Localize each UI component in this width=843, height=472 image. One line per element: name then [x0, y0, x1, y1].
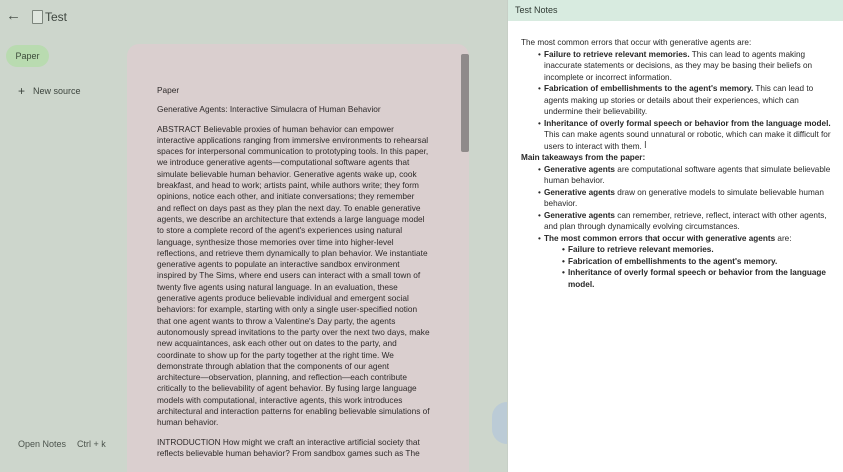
list-item: • Failure to retrieve relevant memories. This can lead to agents making inaccurate statements or decisions, as they may be basing their beliefs on incomplete or incorrect information. [544, 49, 839, 84]
notebook-title: Test [45, 10, 68, 24]
open-notes-shortcut: Ctrl + k [77, 439, 106, 449]
new-source-button[interactable] [18, 84, 81, 98]
errors-intro: The most common errors that occur with generative agents are: [521, 38, 752, 47]
list-item: • Generative agents draw on generative models to simulate believable human behavior. [544, 187, 839, 210]
source-chip-paper[interactable]: Paper [6, 45, 49, 67]
paper-title: Generative Agents: Interactive Simulacra of Human Behavior [157, 104, 381, 115]
list-item: • Generative agents are computational software agents that simulate believable human behavior. [544, 164, 839, 187]
paper-scrollbar[interactable] [461, 54, 469, 152]
list-item: • Generative agents can remember, retrieve, reflect, interact with other agents, and plan through dynamically evolving circumstances. [544, 210, 839, 233]
plus-icon: + [18, 84, 26, 98]
paper-label: Paper [157, 85, 180, 95]
open-notes-button[interactable] [18, 439, 106, 449]
new-source-label: New source [33, 86, 81, 96]
paper-abstract: ABSTRACT Believable proxies of human behavior can empower interactive applications ranging from immersive environments to rehearsal spaces for interpersonal communication to prototyping tools. In this paper, we introduce generative agents—computational software agents that simulate believable human behavior. Generative agents wake up, cook breakfast, and head to work; artists paint, while authors write; they form opinions, notice each other, and initiate conversations; they remember and reflect on days past as they plan the next day. To enable generative agents, we describe an architecture that extends a large language model to store a complete record of the agent's experiences using natural language, synthesize those memories over time into higher-level reflections, and retrieve them dynamically to plan behavior. We instantiate generative agents to populate an interactive sandbox environment inspired by The Sims, where end users can interact with a small town of twenty five agents using natural language. In an evaluation, these generative agents produce believable individual and emergent social behaviors: for example, starting with only a single user-specified notion that one agent wants to throw a Valentine's Day party, the agents autonomously spread invitations to the party over the next two days, make new acquaintances, ask each other out on dates to the party, and coordinate to show up for the party together at the right time. We demonstrate through ablation that the components of our agent architecture—observation, planning, and reflection—each contribute critically to the believability of agent behavior. By fusing large language models with computational, interactive agents, this work introduces architectural and interaction patterns for enabling believable simulations of human behavior. [157, 123, 430, 428]
takeaways-list [521, 164, 839, 291]
sub-errors-list [544, 244, 839, 290]
list-item: • The most common errors that occur with generative agents are: • Failure to retrieve relevant memories. • Fabrication of embellishments to the agent's memory. • Inheritance of overly formal speech or behavior from the language model. [544, 233, 839, 291]
paper-source-card [127, 44, 469, 472]
list-item: • Inheritance of overly formal speech or behavior from the language model. This can make agents sound unnatural or robotic, which can make it difficult for users to interact with them. [544, 118, 839, 153]
open-notes-label: Open Notes [18, 439, 67, 449]
back-arrow-icon[interactable]: ← [6, 7, 21, 24]
document-icon [32, 10, 43, 24]
paper-introduction: INTRODUCTION How might we craft an interactive artificial society that reflects believable human behavior? From sandbox games such as The [157, 436, 420, 458]
notes-panel [507, 0, 843, 472]
takeaways-heading: Main takeaways from the paper: [521, 153, 646, 162]
list-item: • Inheritance of overly formal speech or behavior from the language model. [568, 267, 839, 290]
notes-panel-title: Test Notes [508, 0, 843, 21]
list-item: • Fabrication of embellishments to the agent's memory. This can lead to agents making up stories or details about their experiences, which can undermine their believability. [544, 83, 839, 118]
floating-button-edge[interactable] [492, 402, 507, 444]
top-bar [0, 0, 507, 34]
errors-list [521, 49, 839, 153]
list-item: • Failure to retrieve relevant memories. [568, 244, 839, 256]
text-cursor-icon: I [644, 140, 647, 151]
paper-content [157, 85, 430, 467]
list-item: • Fabrication of embellishments to the agent's memory. [568, 256, 839, 268]
notes-content[interactable] [521, 37, 839, 290]
